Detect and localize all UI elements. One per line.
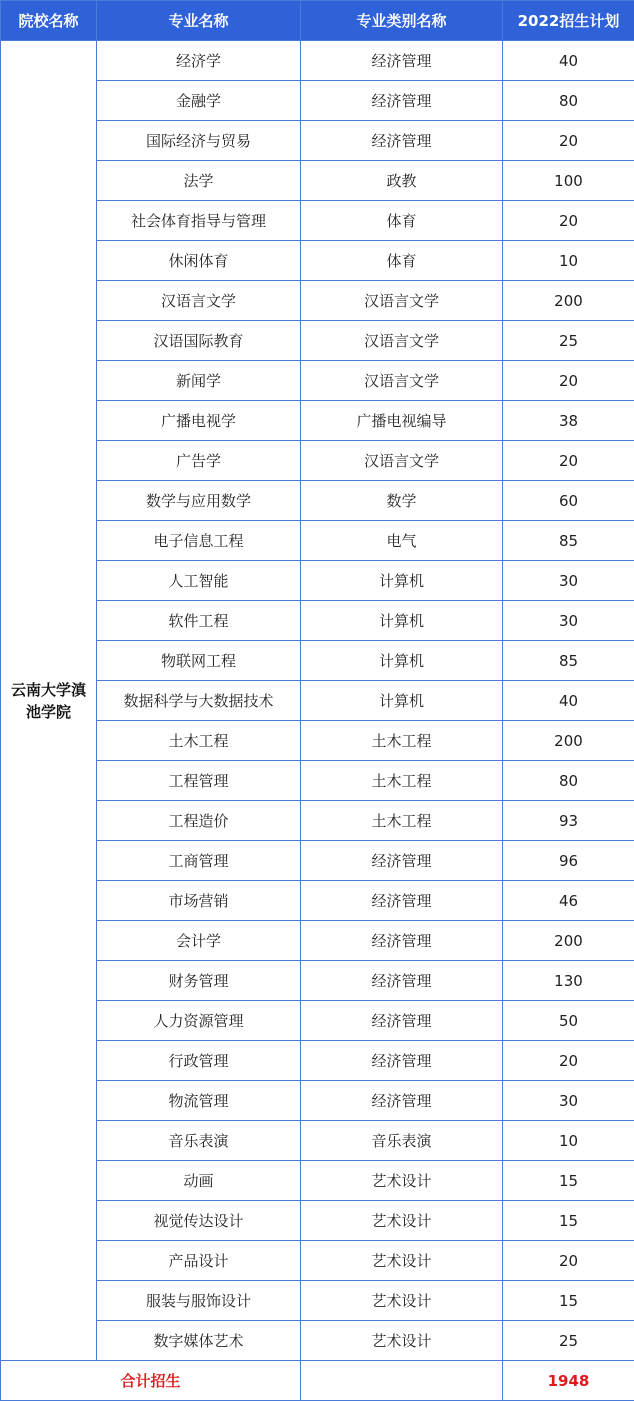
plan-cell: 30 (503, 601, 634, 641)
category-cell: 数学 (301, 481, 503, 521)
category-cell: 计算机 (301, 641, 503, 681)
plan-cell: 40 (503, 681, 634, 721)
plan-cell: 15 (503, 1281, 634, 1321)
header-plan: 2022招生计划 (503, 1, 634, 41)
table-row (1, 1121, 634, 1161)
table-header (1, 1, 634, 41)
table-row (1, 801, 634, 841)
major-cell: 服装与服饰设计 (97, 1281, 301, 1321)
major-cell: 数字媒体艺术 (97, 1321, 301, 1361)
plan-cell: 85 (503, 641, 634, 681)
category-cell: 体育 (301, 241, 503, 281)
plan-cell: 30 (503, 561, 634, 601)
header-major: 专业名称 (97, 1, 301, 41)
plan-cell: 30 (503, 1081, 634, 1121)
table-row (1, 1001, 634, 1041)
plan-cell: 10 (503, 241, 634, 281)
major-cell: 视觉传达设计 (97, 1201, 301, 1241)
table-row (1, 841, 634, 881)
major-cell: 工程造价 (97, 801, 301, 841)
category-cell: 汉语言文学 (301, 281, 503, 321)
table-row (1, 241, 634, 281)
category-cell: 音乐表演 (301, 1121, 503, 1161)
plan-cell: 20 (503, 121, 634, 161)
plan-cell: 96 (503, 841, 634, 881)
major-cell: 工程管理 (97, 761, 301, 801)
category-cell: 汉语言文学 (301, 361, 503, 401)
plan-cell: 200 (503, 721, 634, 761)
table-row (1, 281, 634, 321)
table-row (1, 961, 634, 1001)
major-cell: 动画 (97, 1161, 301, 1201)
header-row (1, 1, 634, 41)
major-cell: 人力资源管理 (97, 1001, 301, 1041)
table-row (1, 121, 634, 161)
major-cell: 物联网工程 (97, 641, 301, 681)
category-cell: 计算机 (301, 681, 503, 721)
plan-cell: 20 (503, 1041, 634, 1081)
plan-cell: 15 (503, 1161, 634, 1201)
category-cell: 土木工程 (301, 801, 503, 841)
table-row (1, 361, 634, 401)
category-cell: 土木工程 (301, 761, 503, 801)
major-cell: 汉语言文学 (97, 281, 301, 321)
plan-cell: 25 (503, 1321, 634, 1361)
plan-cell: 15 (503, 1201, 634, 1241)
table-row (1, 921, 634, 961)
category-cell: 电气 (301, 521, 503, 561)
plan-cell: 200 (503, 921, 634, 961)
category-cell: 经济管理 (301, 1081, 503, 1121)
major-cell: 经济学 (97, 41, 301, 81)
major-cell: 新闻学 (97, 361, 301, 401)
category-cell: 广播电视编导 (301, 401, 503, 441)
table-row (1, 441, 634, 481)
category-cell: 经济管理 (301, 1041, 503, 1081)
table-row (1, 561, 634, 601)
total-label: 合计招生 (1, 1361, 301, 1401)
table-row (1, 521, 634, 561)
plan-cell: 100 (503, 161, 634, 201)
category-cell: 经济管理 (301, 921, 503, 961)
table-row (1, 41, 634, 81)
category-cell: 经济管理 (301, 121, 503, 161)
table-row (1, 1081, 634, 1121)
major-cell: 社会体育指导与管理 (97, 201, 301, 241)
category-cell: 艺术设计 (301, 1321, 503, 1361)
major-cell: 音乐表演 (97, 1121, 301, 1161)
major-cell: 数学与应用数学 (97, 481, 301, 521)
category-cell: 艺术设计 (301, 1161, 503, 1201)
plan-cell: 10 (503, 1121, 634, 1161)
category-cell: 体育 (301, 201, 503, 241)
plan-cell: 80 (503, 81, 634, 121)
plan-cell: 85 (503, 521, 634, 561)
category-cell: 经济管理 (301, 81, 503, 121)
plan-cell: 130 (503, 961, 634, 1001)
major-cell: 国际经济与贸易 (97, 121, 301, 161)
major-cell: 汉语国际教育 (97, 321, 301, 361)
table-row (1, 721, 634, 761)
table-row (1, 1041, 634, 1081)
major-cell: 电子信息工程 (97, 521, 301, 561)
plan-cell: 40 (503, 41, 634, 81)
category-cell: 土木工程 (301, 721, 503, 761)
table-row (1, 161, 634, 201)
header-category: 专业类别名称 (301, 1, 503, 41)
category-cell: 汉语言文学 (301, 441, 503, 481)
plan-cell: 38 (503, 401, 634, 441)
category-cell: 艺术设计 (301, 1201, 503, 1241)
major-cell: 金融学 (97, 81, 301, 121)
category-cell: 计算机 (301, 601, 503, 641)
category-cell: 经济管理 (301, 841, 503, 881)
table-row (1, 681, 634, 721)
total-value: 1948 (503, 1361, 634, 1401)
category-cell: 政教 (301, 161, 503, 201)
major-cell: 行政管理 (97, 1041, 301, 1081)
major-cell: 休闲体育 (97, 241, 301, 281)
plan-cell: 200 (503, 281, 634, 321)
major-cell: 广播电视学 (97, 401, 301, 441)
plan-cell: 46 (503, 881, 634, 921)
major-cell: 广告学 (97, 441, 301, 481)
category-cell: 经济管理 (301, 41, 503, 81)
major-cell: 会计学 (97, 921, 301, 961)
table-row (1, 641, 634, 681)
table-row (1, 401, 634, 441)
plan-cell: 20 (503, 201, 634, 241)
table-row (1, 881, 634, 921)
major-cell: 软件工程 (97, 601, 301, 641)
table-row (1, 481, 634, 521)
table-row (1, 321, 634, 361)
table-row (1, 1281, 634, 1321)
table-row (1, 1241, 634, 1281)
major-cell: 产品设计 (97, 1241, 301, 1281)
table-body (1, 41, 634, 1401)
category-cell: 经济管理 (301, 881, 503, 921)
category-cell: 经济管理 (301, 961, 503, 1001)
major-cell: 市场营销 (97, 881, 301, 921)
major-cell: 物流管理 (97, 1081, 301, 1121)
major-cell: 法学 (97, 161, 301, 201)
table-row (1, 761, 634, 801)
category-cell: 经济管理 (301, 1001, 503, 1041)
major-cell: 土木工程 (97, 721, 301, 761)
table-row (1, 81, 634, 121)
total-blank-cell (301, 1361, 503, 1401)
plan-cell: 60 (503, 481, 634, 521)
plan-cell: 20 (503, 1241, 634, 1281)
table-row (1, 601, 634, 641)
school-name-cell: 云南大学滇池学院 (1, 41, 97, 1361)
major-cell: 数据科学与大数据技术 (97, 681, 301, 721)
category-cell: 艺术设计 (301, 1241, 503, 1281)
total-row (1, 1361, 634, 1401)
major-cell: 工商管理 (97, 841, 301, 881)
category-cell: 计算机 (301, 561, 503, 601)
plan-cell: 93 (503, 801, 634, 841)
table-row (1, 201, 634, 241)
header-school: 院校名称 (1, 1, 97, 41)
plan-cell: 50 (503, 1001, 634, 1041)
plan-cell: 25 (503, 321, 634, 361)
plan-cell: 80 (503, 761, 634, 801)
category-cell: 艺术设计 (301, 1281, 503, 1321)
table-row (1, 1161, 634, 1201)
table-row (1, 1321, 634, 1361)
major-cell: 人工智能 (97, 561, 301, 601)
category-cell: 汉语言文学 (301, 321, 503, 361)
major-cell: 财务管理 (97, 961, 301, 1001)
table-row (1, 1201, 634, 1241)
plan-cell: 20 (503, 361, 634, 401)
plan-cell: 20 (503, 441, 634, 481)
